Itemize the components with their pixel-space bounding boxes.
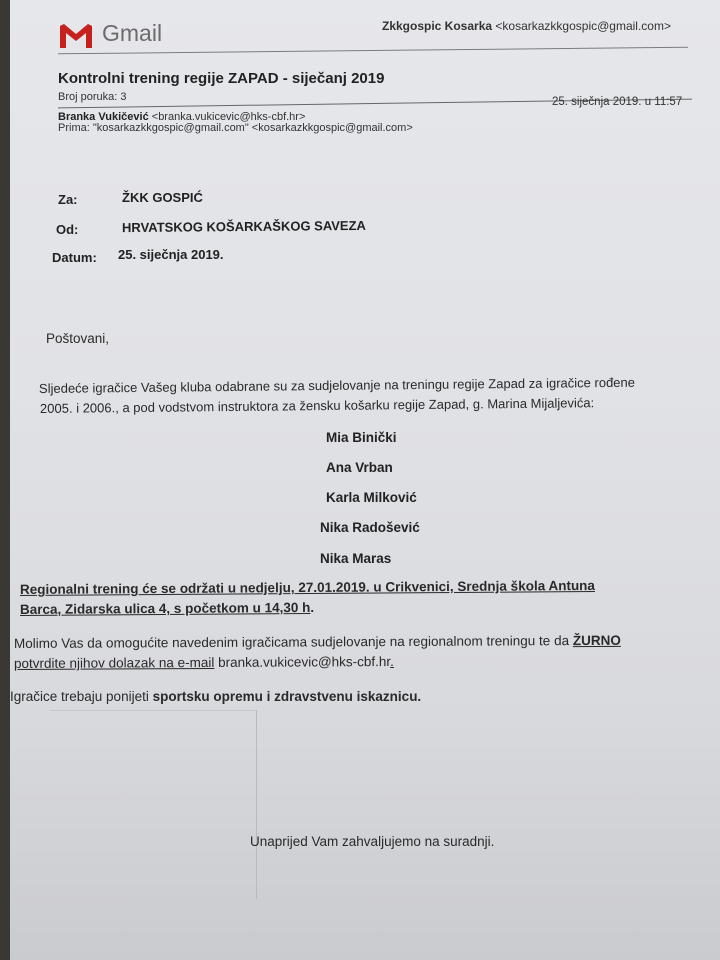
email-subject: Kontrolni trening regije ZAPAD - siječanj 2019: [58, 70, 385, 87]
request-dot: .: [390, 654, 394, 670]
gmail-logo-text: Gmail: [102, 20, 163, 46]
email-date: 25. siječnja 2019. u 11:57: [552, 96, 683, 108]
urgent-text: ŽURNO: [572, 632, 621, 649]
datum-label: Datum:: [52, 250, 97, 265]
za-value: ŽKK GOSPIĆ: [122, 190, 203, 205]
request-text: Molimo Vas da omogućite navedenim igračicama sudjelovanje na regionalnom treningu te da: [13, 633, 570, 651]
od-label: Od:: [56, 222, 79, 237]
za-label: Za:: [58, 192, 78, 207]
request-confirm-text: potvrdite njihov dolazak na e-mail: [13, 654, 215, 671]
intro-line-1: Sljedeće igračice Vašeg kluba odabrane su za sudjelovanje na treningu regije Zapad za igračice rođene: [38, 374, 636, 396]
request-line-1: [14, 633, 621, 651]
sender-email: <branka.vukicevic@hks-cbf.hr>: [151, 111, 306, 123]
player-name: Nika Maras: [320, 551, 392, 566]
training-line-1: Regionalni trening će se održati u nedjelju, 27.01.2019. u Crikvenici, Srednja škola Antuna: [19, 577, 595, 597]
account-name: Zkkgospic Kosarka: [382, 19, 493, 33]
player-name: Karla Milković: [326, 490, 417, 505]
signature-box: [50, 710, 257, 899]
od-value: HRVATSKOG KOŠARKAŠKOG SAVEZA: [121, 217, 366, 236]
thanks-line: Unaprijed Vam zahvaljujemo na suradnji.: [250, 834, 495, 849]
sender-name: Branka Vukičević: [58, 111, 149, 123]
equipment-line: [10, 689, 421, 704]
account-header: [382, 19, 671, 33]
equipment-text: Igračice trebaju ponijeti: [10, 689, 149, 704]
gmail-logo: [58, 20, 218, 54]
player-name: Ana Vrban: [326, 460, 393, 475]
training-dot: .: [310, 599, 315, 615]
greeting: Poštovani,: [46, 331, 110, 346]
datum-value: 25. siječnja 2019.: [118, 247, 224, 262]
request-email: branka.vukicevic@hks-cbf.hr: [218, 654, 391, 670]
letter-page: [10, 0, 720, 960]
account-email: <kosarkazkkgospic@gmail.com>: [495, 19, 671, 33]
request-line-2: [14, 654, 394, 671]
player-name: Mia Binički: [326, 430, 397, 445]
email-recipient: Prima: "kosarkazkkgospic@gmail.com" <kosarkazkkgospic@gmail.com>: [58, 122, 413, 134]
gmail-m-icon: [58, 22, 94, 50]
player-name: Nika Radošević: [320, 520, 420, 535]
intro-line-2: 2005. i 2006., a pod vodstvom instruktora za žensku košarku regije Zapad, g. Marina Mijaljevića:: [39, 395, 595, 416]
training-line-2: [20, 600, 314, 617]
message-count: Broj poruka: 3: [58, 91, 127, 103]
equipment-items: sportsku opremu i zdravstvenu iskaznicu.: [152, 689, 422, 704]
training-details: Barca, Zidarska ulica 4, s početkom u 14,30 h: [19, 599, 311, 617]
